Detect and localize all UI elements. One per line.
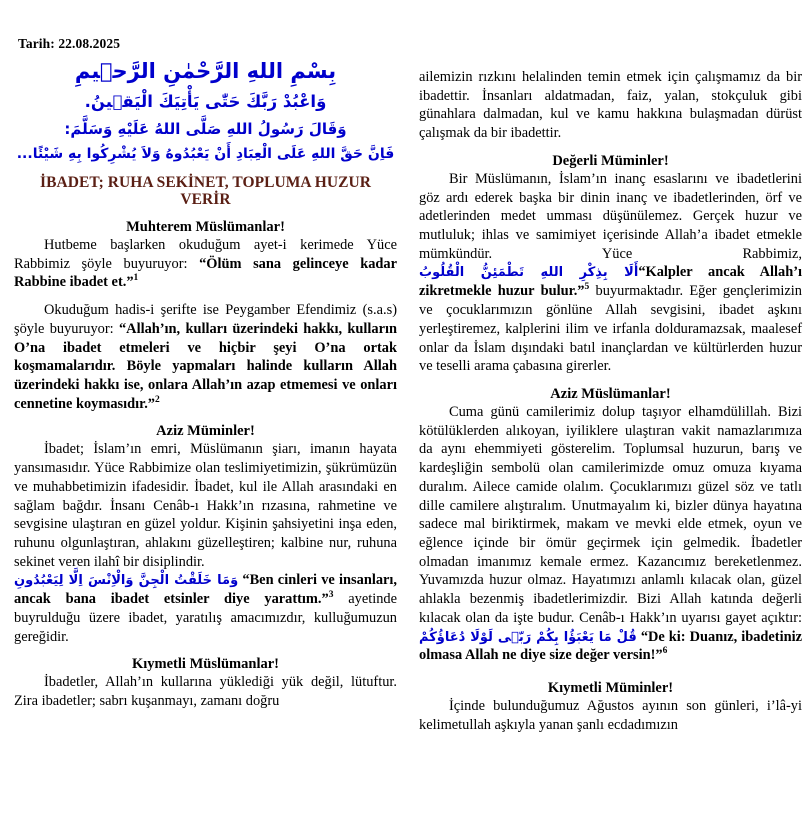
para4-quote: “Ben cinleri ve insanları, ancak bana ibadet etsinler diye yarattım.” [14, 572, 397, 608]
arabic-inline-quote-2: أَلَا بِذِكْرِ اللهِ تَطْمَئِنُّ الْقُلُوبُ [419, 265, 639, 281]
right-heading-aziz-muslumanlar: Aziz Müslümanlar! [550, 385, 671, 402]
para2r-quote: “Kalpler ancak Allah’ı zikretmekle huzur bulur.” [419, 264, 802, 300]
footnote-ref-1: 1 [133, 273, 139, 284]
right-column [419, 58, 802, 735]
left-paragraph-4 [14, 571, 397, 646]
arabic-verse-quran: وَاعْبُدْ رَبَّكَ حَتّٰى يَأْتِيَكَ الْيَقٖينُ. [84, 92, 327, 112]
left-heading-aziz-muminler: Aziz Müminler! [156, 423, 255, 440]
para2r-post: buyurmaktadır. Eğer gençlerimizin ve çocuklarımızın gönlüne Allah sevgisini, ibadet aşkını yerleştiremez, kalplerini ilim ve irfanla dolduramazsak, maalesef onlar da İslam dışındaki batıl inançlardan ve kültürlerden huzur ve teselli arama çabasına girerler. [419, 283, 802, 375]
left-paragraph-3: İbadet; İslam’ın emri, Müslümanın şiarı, imanın hayata yansımasıdır. Yüce Rabbimize olan teslimiyetimizin, şükrümüzün ve muhabbetimizin ifadesidir. İbadet, kul ile Allah arasındaki en sağlam bağdır. İnsanı Cenâb-ı Hakk’ın rızasına, rahmetine ve sevgisine ulaştıran en güzel yoldur. Kişinin şahsiyetini inşa eden, ruhunu olgunlaştıran, ahlakını güzelleştiren; kalbine nur, ruhuna sekinet veren ilahî bir disiplindir. [14, 441, 397, 570]
para2-quote: “Allah’ın, kulları üzerindeki hakkı, kulların O’na ibadet etmeleri ve hiçbir şeyi O’na ortak koşmamalarıdır. Böyle yapmaları halinde kulların Allah üzerindeki hakkı ise, onlara Allah’ın azap etmemesi ve onları cennetine koymasıdır.” [14, 320, 397, 412]
basmala-calligraphy: بِسْمِ اللهِ الرَّحْمٰنِ الرَّحٖيمِ [74, 59, 337, 83]
arabic-hadith-intro: وَقَالَ رَسُولُ اللهِ صَلَّى اللهُ عَلَيْهِ وَسَلَّمَ: [64, 119, 347, 138]
arabic-hadith-text: فَاِنَّ حَقَّ اللهِ عَلَى الْعِبَادِ أَنْ يَعْبُدُوهُ وَلاَ يُشْرِكُوا بِهِ شَيْئًا... [16, 145, 395, 162]
right-heading-kiymetli-muminler: Kıymetli Müminler! [547, 680, 674, 697]
footnote-ref-3: 3 [328, 590, 334, 601]
left-paragraph-5: İbadetler, Allah’ın kullarına yüklediği yük değil, lütuftur. Zira ibadetler; sabrı kuşanmayı, zamanı doğru [14, 674, 397, 710]
left-column [14, 58, 397, 711]
left-heading-kiymetli-muslumanlar: Kıymetli Müslümanlar! [131, 656, 279, 673]
para1-lead: Hutbeme başlarken okuduğum ayet-i kerimede Yüce Rabbimiz şöyle buyuruyor: [14, 236, 397, 272]
arabic-inline-quote-3: قُلْ مَا يَعْبَؤُا بِكُمْ رَبّٖى لَوْلَا دُعَاؤُكُمْ [419, 629, 637, 645]
left-paragraph-1 [14, 236, 397, 292]
para2-lead: Okuduğum hadis-i şerifte ise Peygamber Efendimiz (s.a.s) şöyle buyuruyor: [14, 302, 397, 337]
para3r-lead: Cuma günü camilerimiz dolup taşıyor elhamdülillah. Bizi kötülüklerden alıkoyan, iyiliklere ulaştıran vakit namazlarımıza da aynı ehemmiyeti gösterelim. Toplumsal huzurun, barış ve kardeşliğin sembolü olan camilerimizde omuz omuza kıyama duralım. Ailece camide olalım. Çocuklarımızı güzel söz ve tatlı dille camilere alıştıralım. Unutmayalım ki, bizler dünya hayatına sadece mal biriktirmek, makam ve mevki elde etmek, oyun ve eğlence içinde bir ömür geçirmek için gelmedik. İbadetler olmadan imanımız kemale ermez. Kazancımız bereketlenmez. Yuvamızda huzur olmaz. Hayatımızı anlamlı kılacak olan, güzel ahlakla bezenmiş ibadetlerimizdir. Bizi Allah katında değerli kılacak olan da işte budur. Cenâb-ı Hakk’ın uyarısı gayet açıktır: [419, 403, 802, 626]
right-paragraph-1: ailemizin rızkını helalinden temin etmek için çalışmamız da bir ibadettir. İnsanları aldatmadan, faiz, yalan, stokçuluk gibi günahlara dalmadan, kul ve kamu hakkına bulaşmadan dürüst çalışmak da bir ibadettir. [419, 69, 802, 142]
arabic-inline-quote-1: وَمَا خَلَقْتُ الْجِنَّ وَالْاِنْسَ اِلَّا لِيَعْبُدُونِ [14, 573, 239, 589]
two-column-layout [14, 58, 802, 735]
right-paragraph-2 [419, 170, 802, 376]
paragraph-gap-right [419, 665, 802, 670]
para3r-quote: “De ki: Duanız, ibadetiniz olmasa Allah ne diye size değer versin!” [419, 628, 802, 664]
footnote-ref-2: 2 [154, 394, 160, 405]
sermon-title: İBADET; RUHA SEKİNET, TOPLUMA HUZUR VERİR [40, 173, 371, 209]
footnote-ref-5: 5 [584, 282, 590, 293]
paragraph-gap [14, 292, 397, 301]
left-heading-muhterem-muslumanlar: Muhterem Müslümanlar! [126, 218, 285, 235]
para4-post: ayetinde buyrulduğu üzere ibadet, yaratılış amacımızdır, kulluğumuzun gereğidir. [14, 591, 398, 645]
footnote-ref-6: 6 [662, 646, 668, 657]
right-heading-degerli-muminler: Değerli Müminler! [552, 152, 669, 169]
left-paragraph-2 [14, 301, 397, 413]
document-date: Tarih: 22.08.2025 [18, 36, 121, 51]
right-paragraph-3 [419, 403, 802, 665]
right-paragraph-4: İçinde bulunduğumuz Ağustos ayının son günleri, i’lâ-yi kelimetullah aşkıyla yanan şanlı ecdadımızın [419, 698, 802, 733]
para2r-lead: Bir Müslümanın, İslam’ın inanç esaslarını ve ibadetlerini göz ardı ederek başka bir dinin inanç ve ibadetlerinden, örf ve adetlerinden medet umması düşünülemez. Gerçek huzur ve mutluluk; ihlas ve samimiyet içerisinde Allah’a ibadet etmekle mümkündür. Yüce Rabbimiz, [419, 170, 802, 262]
para1-quote: “Ölüm sana gelinceye kadar Rabbine ibadet et.” [14, 255, 397, 291]
